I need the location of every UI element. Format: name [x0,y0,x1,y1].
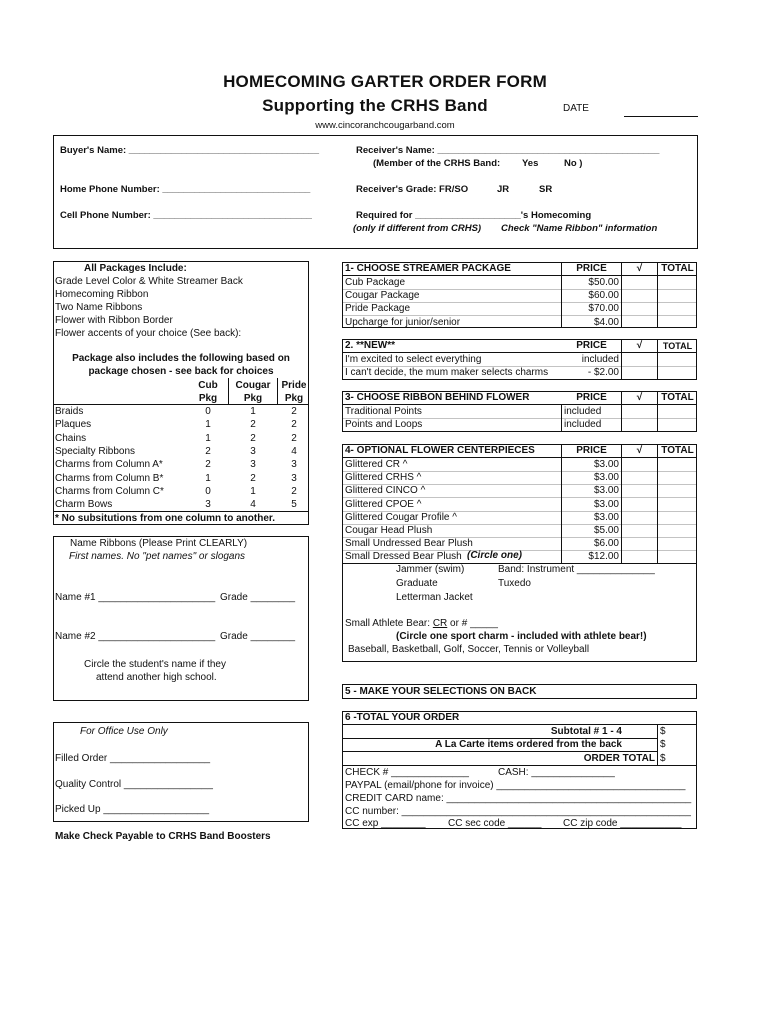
package-row-cougar: 3 [250,459,256,471]
s1-item-name: Cub Package [345,277,406,288]
s1-item-price: $4.00 [593,316,619,328]
circle-note-2: attend another high school. [96,672,217,683]
form-subtitle: Supporting the CRHS Band [262,96,488,115]
paypal-field[interactable]: PAYPAL (email/phone for invoice) __________________________________ [345,780,686,791]
s3-item-price: included [564,406,602,417]
s4-item-check-box[interactable] [622,550,657,563]
package-row-cougar: 4 [250,499,256,511]
package-row-cub: 1 [205,472,211,484]
band-option[interactable]: Band: Instrument ______________ [498,564,655,575]
s1-item-price: $50.00 [588,277,619,288]
s1-total-head: TOTAL [661,263,694,274]
s4-item-total-box[interactable] [658,550,697,563]
package-row-cougar: 2 [250,432,256,444]
package-row-cougar: 1 [250,406,256,417]
s4-item-check-box[interactable] [622,484,657,497]
s3-item-name: Points and Loops [345,419,423,431]
s2-total-head: TOTAL [662,341,693,351]
s3-item-price: included [564,419,602,431]
check-name-ribbon-note: Check "Name Ribbon" information [501,223,658,234]
col-head-pride-pkg: Pkg [284,393,304,404]
s4-item-total-box[interactable] [658,537,697,550]
s4-item-price: $5.00 [593,525,619,536]
package-include-item: Flower accents of your choice (See back): [55,328,242,339]
s1-item-total-box[interactable] [658,276,697,289]
s4-item-price: $12.00 [588,551,619,563]
package-row-cub: 3 [205,499,211,511]
s3-heading: 3- CHOOSE RIBBON BEHIND FLOWER [345,392,530,403]
tuxedo-option[interactable]: Tuxedo [498,578,531,589]
s4-item-check-box[interactable] [622,498,657,511]
s6-heading: 6 -TOTAL YOUR ORDER [345,712,460,723]
s4-item-total-box[interactable] [658,484,697,497]
order-total-value[interactable]: $ [660,753,666,764]
s4-item-name: Glittered CRHS ^ [345,472,422,484]
office-use-heading: For Office Use Only [80,726,168,737]
s4-item-price: $3.00 [593,472,619,484]
col-head-pride: Pride [281,380,307,391]
package-row-pride: 2 [291,419,297,431]
letterman-option[interactable]: Letterman Jacket [396,592,473,603]
s1-item-check-box[interactable] [622,289,657,302]
package-row-name: Specialty Ribbons [55,445,136,457]
col-divider [228,378,229,405]
s3-check-head: √ [636,392,643,403]
package-row-pride: 3 [291,472,297,484]
s1-item-total-box[interactable] [658,289,697,302]
s2-item-name: I can't decide, the mum maker selects charms [345,367,549,379]
cc-zip-field[interactable]: CC zip code ___________ [563,818,682,829]
s1-item-check-box[interactable] [622,276,657,289]
s2-item-check-box[interactable] [622,353,657,366]
s2-item-name: I'm excited to select everything [345,354,482,365]
s4-item-check-box[interactable] [622,511,657,524]
package-include-item: Two Name Ribbons [55,302,143,313]
form-title: HOMECOMING GARTER ORDER FORM [223,72,547,91]
cell-phone-field[interactable]: Cell Phone Number: ______________________________ [60,210,312,221]
cc-exp-field[interactable]: CC exp ________ [345,818,426,829]
s2-heading: 2. **NEW** [345,340,396,351]
only-if-note: (only if different from CRHS) [353,223,482,234]
s4-item-name: Glittered CINCO ^ [345,485,426,497]
subtotal-value[interactable]: $ [660,726,666,737]
buyer-name-field[interactable]: Buyer's Name: ____________________________________ [60,145,319,156]
s1-item-name: Pride Package [345,303,411,315]
name-ribbons-sub: First names. No "pet names" or slogans [69,551,246,562]
package-row-cougar: 2 [250,419,256,431]
s1-heading: 1- CHOOSE STREAMER PACKAGE [345,263,511,274]
col-divider [277,378,278,405]
member-yes-option[interactable]: Yes [522,158,539,169]
s2-item-price: - $2.00 [587,367,619,379]
s4-item-total-box[interactable] [658,498,697,511]
package-row-pride: 5 [291,499,297,511]
s4-heading: 4- OPTIONAL FLOWER CENTERPIECES [345,445,535,456]
cc-number-field[interactable]: CC number: ____________________________________________________ [345,806,691,817]
circle-note-1: Circle the student's name if they [84,659,226,670]
package-row-cub: 1 [205,432,211,444]
package-row-pride: 3 [291,459,297,471]
package-row-name: Braids [55,406,84,417]
s4-total-head: TOTAL [661,445,694,456]
s1-item-check-box[interactable] [622,316,657,329]
member-no-option[interactable]: No ) [564,158,583,169]
s1-item-price: $70.00 [588,303,619,315]
package-row-cougar: 3 [250,445,256,457]
package-row-pride: 4 [291,445,297,457]
s2-item-total-box[interactable] [658,353,697,366]
circle-one-note: (Circle one) [467,550,523,561]
s4-item-name: Small Dressed Bear Plush [345,551,462,563]
dollar-col-line [657,724,658,765]
s2-check-head: √ [636,340,643,351]
s4-item-check-box[interactable] [622,458,657,471]
s4-item-check-box[interactable] [622,471,657,484]
order-total-label: ORDER TOTAL [583,753,655,764]
picked-up-field[interactable]: Picked Up ___________________ [55,804,210,815]
jammer-option[interactable]: Jammer (swim) [396,564,465,575]
package-include-item: Homecoming Ribbon [55,289,149,300]
package-row-name: Charm Bows [55,499,113,511]
package-include-item: Flower with Ribbon Border [55,315,173,326]
col-head-cougar: Cougar [235,380,271,391]
sports-list[interactable]: Baseball, Basketball, Golf, Soccer, Tennis or Volleyball [348,644,590,655]
package-row-name: Charms from Column B* [55,472,164,484]
home-phone-field[interactable]: Home Phone Number: ____________________________ [60,184,311,195]
substitution-note: * No subsitutions from one column to another. [55,513,276,524]
s1-check-head: √ [636,263,643,274]
s1-item-total-box[interactable] [658,302,697,315]
s1-item-total-box[interactable] [658,316,697,329]
package-row-pride: 2 [291,432,297,444]
s3-item-check-box[interactable] [622,405,657,418]
package-row-cougar: 1 [250,485,256,497]
quality-control-field[interactable]: Quality Control ________________ [55,779,213,790]
subtotal-label: Subtotal # 1 - 4 [550,726,622,737]
s3-item-check-box[interactable] [622,418,657,431]
grade-1-field[interactable]: Grade ________ [220,592,296,603]
s4-item-total-box[interactable] [658,471,697,484]
check-number-field[interactable]: CHECK # ______________ [345,767,469,778]
s2-item-total-box[interactable] [658,366,697,379]
athlete-label: Small Athlete Bear: [345,618,431,629]
col-head-cub: Cub [198,380,218,391]
s4-check-head: √ [636,445,643,456]
s4-item-check-box[interactable] [622,524,657,537]
receiver-name-field[interactable]: Receiver's Name: __________________________________________ [356,145,660,156]
package-row-name: Charms from Column A* [55,459,163,471]
grade-fr-so-option[interactable]: Receiver's Grade: FR/SO [356,184,469,195]
s1-price-head: PRICE [576,263,607,274]
s4-item-price: $3.00 [593,485,619,497]
s2-item-check-box[interactable] [622,366,657,379]
col-head-cougar-pkg: Pkg [243,393,263,404]
s3-item-name: Traditional Points [345,406,422,417]
s4-item-total-box[interactable] [658,511,697,524]
graduate-option[interactable]: Graduate [396,578,438,589]
payable-note: Make Check Payable to CRHS Band Boosters [55,831,271,842]
package-row-name: Charms from Column C* [55,485,164,497]
alacarte-value[interactable]: $ [660,739,666,750]
s4-item-price: $3.00 [593,459,619,470]
cash-field[interactable]: CASH: _______________ [498,767,615,778]
s1-item-name: Upcharge for junior/senior [345,316,461,328]
s4-item-name: Small Undressed Bear Plush [345,538,473,550]
athlete-bear-option[interactable] [345,617,498,630]
date-label: DATE [563,103,589,114]
s2-price-head: PRICE [576,340,607,351]
s3-price-head: PRICE [576,392,607,403]
s4-item-price: $3.00 [593,511,619,523]
s1-item-name: Cougar Package [345,290,420,302]
s3-item-total-box[interactable] [658,418,697,431]
athlete-number-field[interactable]: or # _____ [447,618,498,629]
s4-item-total-box[interactable] [658,458,697,471]
credit-card-name-field[interactable]: CREDIT CARD name: ____________________________________________ [345,793,692,804]
package-row-cougar: 2 [250,472,256,484]
s1-item-price: $60.00 [588,290,619,302]
s4-item-name: Cougar Head Plush [345,525,433,536]
athlete-note: (Circle one sport charm - included with athlete bear!) [396,631,647,642]
website-link[interactable]: www.cincoranchcougarband.com [315,120,455,131]
package-include-item: Grade Level Color & White Streamer Back [55,276,243,287]
col-head-cub-pkg: Pkg [198,393,218,404]
name-2-field[interactable]: Name #2 _____________________ [55,631,216,642]
s5-heading: 5 - MAKE YOUR SELECTIONS ON BACK [345,686,537,697]
package-row-name: Plaques [55,419,92,431]
package-row-cub: 2 [205,445,211,457]
name-ribbons-heading: Name Ribbons (Please Print CLEARLY) [70,538,248,549]
s4-item-price: $3.00 [593,498,619,510]
package-row-cub: 1 [205,419,211,431]
package-row-pride: 2 [291,406,297,417]
cc-sec-field[interactable]: CC sec code ______ [448,818,542,829]
s4-item-name: Glittered CPOE ^ [345,498,422,510]
grade-2-field[interactable]: Grade ________ [220,631,296,642]
grade-sr-option[interactable]: SR [539,184,553,195]
package-also-line-1: Package also includes the following based on [72,353,290,364]
athlete-cr-option[interactable]: CR [432,618,448,629]
filled-order-field[interactable]: Filled Order __________________ [55,753,211,764]
package-row-pride: 2 [291,485,297,497]
alacarte-label: A La Carte items ordered from the back [435,739,622,750]
package-also-line-2: package chosen - see back for choices [88,366,274,377]
s4-price-head: PRICE [576,445,607,456]
package-row-cub: 2 [205,459,211,471]
s4-item-price: $6.00 [593,538,619,550]
name-1-field[interactable]: Name #1 _____________________ [55,592,216,603]
s3-item-total-box[interactable] [658,405,697,418]
package-row-cub: 0 [205,485,211,497]
s4-item-name: Glittered CR ^ [345,459,408,470]
package-row-cub: 0 [205,406,211,417]
s4-item-check-box[interactable] [622,537,657,550]
date-field[interactable] [624,116,698,117]
required-for-field[interactable]: Required for ____________________'s Homecoming [356,210,592,221]
s4-item-name: Glittered Cougar Profile ^ [345,511,457,523]
s4-item-total-box[interactable] [658,524,697,537]
s3-total-head: TOTAL [661,392,694,403]
member-label: (Member of the CRHS Band: [373,158,501,169]
grade-jr-option[interactable]: JR [497,184,510,195]
s2-item-price: included [581,354,619,365]
package-row-name: Chains [55,432,87,444]
packages-heading: All Packages Include: [84,263,187,274]
s1-item-check-box[interactable] [622,302,657,315]
